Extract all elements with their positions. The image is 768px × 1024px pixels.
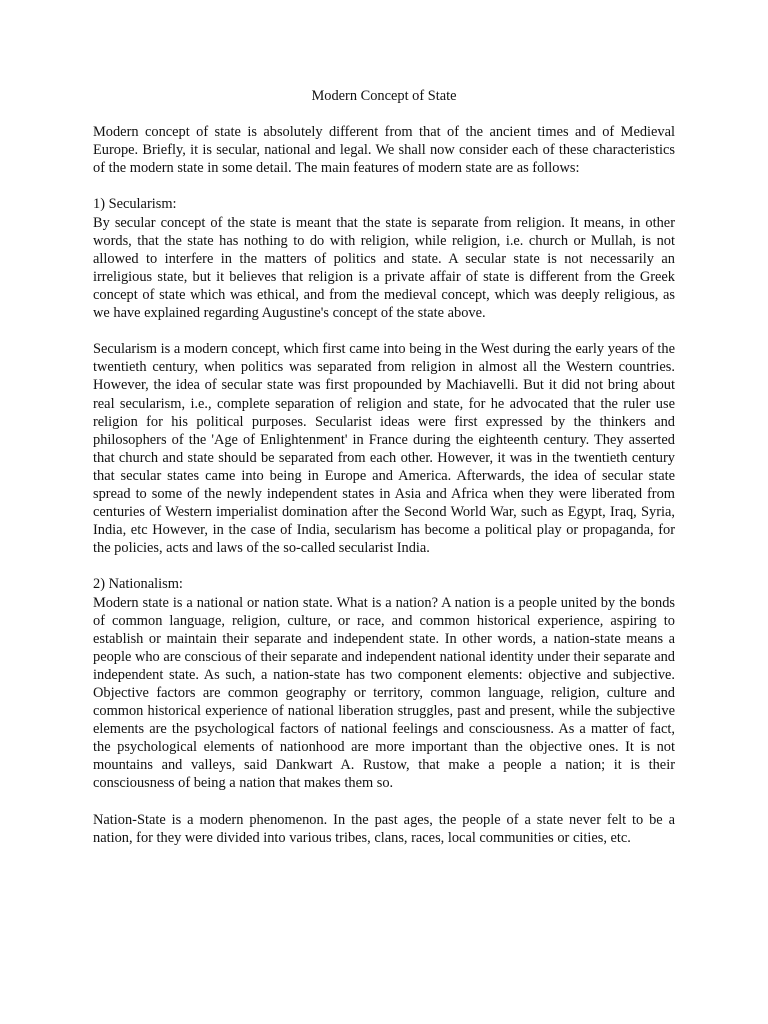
secularism-paragraph-1: By secular concept of the state is meant that the state is separate from religion. It means, in other words, that the state has nothing to do with religion, while religion, i.e. church or Mullah, is not allowed to interfere in the matters of politics and state. A secular state is not necessarily an irreligious state, but it believes that religion is a private affair of state is different from the Greek concept of state which was ethical, and from the medieval concept, which was deeply religious, as we have explained regarding Augustine's concept of the state above. (93, 214, 675, 322)
section-heading-nationalism: 2) Nationalism: (93, 576, 183, 593)
section-heading-secularism: 1) Secularism: (93, 196, 177, 213)
section-secularism (93, 195, 675, 557)
nationalism-paragraph-2: Nation-State is a modern phenomenon. In the past ages, the people of a state never felt to be a nation, for they were divided into various tribes, clans, races, local communities or cities, etc. (93, 811, 675, 846)
document-page (93, 87, 675, 847)
intro-paragraph: Modern concept of state is absolutely different from that of the ancient times and of Medieval Europe. Briefly, it is secular, national and legal. We shall now consider each of these characteristics of the modern state in some detail. The main features of modern state are as follows: (93, 124, 675, 177)
nationalism-paragraph-1: Modern state is a national or nation state. What is a nation? A nation is a people united by the bonds of common language, religion, culture, or race, and common historical experience, aspiring to establish or maintain their separate and independent state. In other words, a nation-state means a people who are conscious of their separate and independent national identity under their separate and independent state. As such, a nation-state has two component elements: objective and subjective. Objective factors are common geography or territory, common language, religion, culture and common historical experience of national liberation struggles, past and present, while the subjective elements are the psychological factors of national feelings and consciousness. As a matter of fact, the psychological elements of nationhood are more important than the objective ones. It is not mountains and valleys, said Dankwart A. Rustow, that make a people a nation; it is their consciousness of being a nation that makes them so. (93, 594, 675, 792)
section-nationalism (93, 575, 675, 846)
document-title: Modern Concept of State (311, 88, 457, 104)
secularism-paragraph-2: Secularism is a modern concept, which first came into being in the West during the early years of the twentieth century, when politics was separated from religion in almost all the Western countries. However, the idea of secular state was first propounded by Machiavelli. But it did not bring about real secularism, i.e., complete separation of religion and state, for he advocated that the ruler use religion for his political purposes. Secularist ideas were first expressed by the thinkers and philosophers of the 'Age of Enlightenment' in France during the eighteenth century. They asserted that church and state should be separated from each other. However, it was in the twentieth century that secular states came into being in Europe and America. Afterwards, the idea of secular state spread to some of the newly independent states in Asia and Africa when they were liberated from centuries of Western imperialist domination after the Second World War, such as Egypt, Iraq, Syria, India, etc However, in the case of India, secularism has become a political play or propaganda, for the policies, acts and laws of the so-called secularist India. (93, 341, 675, 557)
